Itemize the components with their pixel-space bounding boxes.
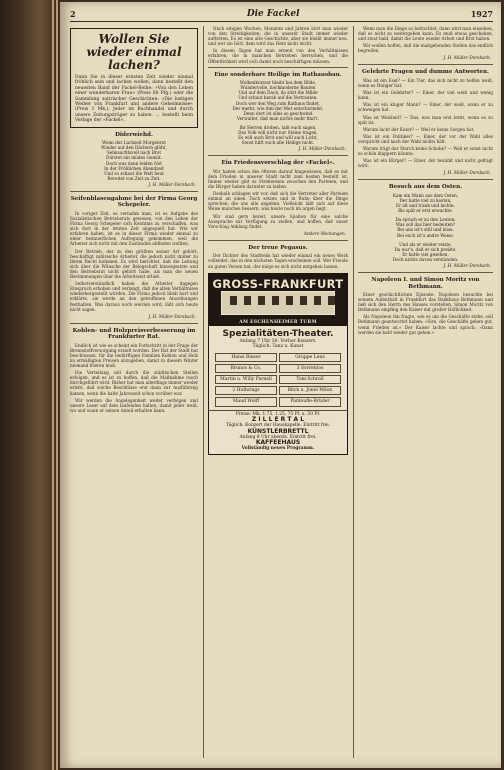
ad-act: Maud Wolff (215, 397, 277, 406)
poem-line: Doch nichts davon verstanden. (392, 256, 459, 262)
ad-prices: Preise: Mk. 1.75, 1.25, 75 Pf. u. 50 Pf. (235, 411, 321, 417)
header-rule (70, 21, 493, 22)
poem-line: Dürstet ein müdes Gemüt. (105, 155, 163, 161)
ad-footer-note: Vollständig neues Programm. (241, 446, 315, 452)
book-binding (0, 0, 58, 770)
ad-act-grid (209, 350, 347, 410)
poem-line: Wolkenkratzer bleibt bei dem Bilde, (239, 80, 317, 86)
poem-line: Verwaltet, daß man nichts mehr find't. (237, 115, 319, 121)
promo-text: Dann Sie in dieser ernsten Zeit wieder einmal fröhlich sein und lachen wollen, dann bestellt den neuesten Band der Fackel-Reihe: »Von den Leben einer wunderbaren Frau« (Preis 60 Pfg.) oder die Sammlung satirischer Geschichten: »Die lustigen Weiber von Frankfurt und andere Geheimnisse« (Preis 1 Mk.). Jeder im Buchhandel und durch unsere Zeitungsträger zu haben. ... bestellt beim Verlage der »Fackel«. (75, 75, 193, 124)
article-title: Ein Friedensvorschlag der »Fackel«. (221, 160, 335, 167)
poem-line: Und als er wieder reiste, (399, 241, 452, 247)
column-divider (353, 26, 354, 758)
column-middle (208, 26, 348, 760)
poem-line: Der merkt, wie ihm der Mut entschwindet, (232, 105, 324, 111)
article-paragraph: Als Napoleon ihn fragte, wie es um die Geschäfte stehe, soll Bethmann geantwortet haben: »Sire, die Geschäfte gehen gut, wenn Frieden ist.« Der Kaiser lachte und sprach: »Dann werden sie bald wieder gut gehen.« (358, 314, 493, 335)
article-signature: Andere Meinungen. (303, 230, 346, 236)
section-rule (358, 272, 493, 273)
poem-signature: J. H. Müller-Dorsbach. (298, 146, 346, 152)
poem-line: Da sprach er zu den Leuten: (395, 217, 456, 223)
section-rule (208, 240, 348, 241)
article-body (70, 343, 198, 413)
article-title: Napoleon I. und Simon Moritz von Bethmann. (371, 277, 480, 290)
poem-verse (208, 80, 348, 145)
ad-cafe-name: KAFFEEHAUS (255, 439, 301, 447)
poem-verse (358, 193, 493, 262)
poem-line: Doch wer den Weg zum Rathaus findet, (236, 100, 320, 106)
article-paragraph: In diesen Tagen hat man erneut von den Verhältnissen erfahren, die in manchen Betrieben herrschen, und die Öffentlichkeit wird sich damit noch beschäftigen müssen. (208, 48, 348, 64)
poem-line: Kam ein Mann aus dem Osten, (392, 192, 459, 198)
article-paragraph: Was ist ein Esel? — Ein Tier, das sich nicht zu helfen weiß, wenn es Hunger hat. (358, 77, 493, 89)
poem-line: Bei uns ist's still und leise, (397, 227, 454, 233)
poem-line: Das Volk will nicht nur Steine tragen, (238, 130, 318, 135)
article-paragraph: In voriger Zeit, so vernahm man, ist es Aufgabe des Sozialistischen Betriebsrats gewesen, von den Leben der Firma Georg Schepeler sich Kenntnis zu verschaffen, was sich dort in der letzten Zeit abgespielt hat. Wie wir erfahren haben, ist es in dieser Firma wieder einmal zu einer bedauerlichen Aufregung gekommen, weil die Arbeiter sich nicht mit den Zuständen abfinden wollten. (70, 210, 198, 247)
section-rule (208, 67, 348, 68)
poem-title: Eine sonderbare Heilige im Rathausbau. (214, 71, 342, 78)
article-paragraph: Einer geschichtlichen Episode: Napoleon besuchte bei seinem Aufenthalt in Frankfurt das Bankhaus Bethmann und ließ sich den Herrn des Hauses vorstellen. Simon Moritz von Bethmann empfing den Kaiser mit großer Höflichkeit. (358, 292, 493, 313)
article-paragraph: Was ist ein Gelehrter? — Einer, der viel weiß und wenig kann. (358, 90, 493, 101)
poem-title: Besuch aus dem Osten. (388, 184, 463, 191)
article-body (208, 26, 348, 64)
poem-line: Er hatte viel gesehen, (402, 251, 449, 257)
article-paragraph: Was ist ein kluger Mann? — Einer, der weiß, wann er zu schweigen hat. (358, 102, 493, 113)
article-paragraph: Was ist ein Bürger? — Einer, der bezahlt und nicht gefragt wird. (358, 158, 493, 169)
article-paragraph: Wir wollen hoffen, daß die maßgebenden Stellen das endlich begreifen. (358, 43, 493, 54)
article-body (208, 169, 348, 229)
article-title: Gelehrte Fragen und dumme Antworten. (361, 69, 489, 76)
article-paragraph: Der Dichter des Stadtteils hat wieder einmal ein neues Werk vollendet, das in den nächsten Tagen erscheinen soll. Wer Freude an guten Versen hat, der möge es sich nicht entgehen lassen. (208, 253, 348, 269)
poem-line: Denn dort ist alles so geschwind (243, 110, 313, 116)
article-body (358, 292, 493, 335)
article-paragraph: Wir werden die Angelegenheit weiter verfolgen und unsere Leser auf dem laufenden halten, damit jeder weiß, wo und wann er seinen Anteil erhalten kann. (70, 397, 198, 413)
ad-footer (209, 410, 347, 454)
poem-line: Und schaut herab auf die Vertrauten. (238, 95, 318, 101)
poem-line: Bei euch ist's andre Weise. (397, 232, 454, 238)
article-paragraph: Der Betrieb, der zu den größten seiner Art gehört, beschäftigt zahlreiche Arbeiter, die jedoch nicht immer zu ihrem Recht kommen. Es wird berichtet, daß die Leitung sich über die Wünsche der Belegschaft hinwegsetzte und den Betriebsrat nicht gehört habe, als man die neuen Bestimmungen über die Arbeitszeit erließ. (70, 248, 198, 280)
ad-act: 2 Hollwings (215, 386, 277, 395)
ad-act: 3 Sorrentos (279, 364, 341, 373)
masthead-title: Die Fackel (246, 9, 300, 19)
ad-showtime: Anfang 7 Uhr 30. Vorher Konzert. (239, 338, 317, 344)
column-divider (203, 26, 204, 758)
article-signature: J. H. Müller-Dorsbach. (443, 170, 491, 176)
ad-heading: Spezialitäten-Theater. (222, 328, 334, 339)
section-rule (70, 191, 198, 192)
article-paragraph: Was ist Weisheit? — Das, was man erst lernt, wenn es zu spät ist. (358, 114, 493, 125)
ad-act: Gruppe Lenz (279, 353, 341, 362)
ad-act: Martin u. Willy Parnell (215, 375, 277, 384)
ad-bar2-name: KÜNSTLERBRETTL (247, 427, 309, 435)
article-body (208, 253, 348, 268)
article-signature: J. H. Müller-Dorsbach. (443, 55, 491, 61)
ad-title: GROSS-FRANKFURT (212, 276, 344, 291)
article-title: Seifenblasengahme bei der Firma Georg Schepeler. (70, 195, 198, 209)
poem-line: Sehnsuchtsvoll nach Brot (106, 150, 162, 156)
article-paragraph: Selbstverständlich haben die Arbeiter dagegen Einspruch erhoben und verlangt, daß die alten Verhältnisse wiederhergestellt würden. Die Firma jedoch blieb hart und erklärte, sie werde an den getroffenen Anordnungen festhalten. Was daraus noch werden wird, läßt sich heute nicht sagen. (70, 281, 198, 312)
article-paragraph: Wir sind gern bereit, unsere Spalten für eine solche Aussprache zur Verfügung zu stellen, und hoffen, daß unser Vorschlag Anklang findet. (208, 213, 348, 229)
section-rule (70, 323, 198, 324)
ad-banner (209, 274, 347, 326)
poem-line: Und auf dem Dach, da sitzt die Milde (238, 90, 318, 96)
ad-bar-name: Z I L L E R T A L (251, 415, 305, 423)
column-right (358, 26, 493, 760)
article-paragraph: Die Verteilung soll durch die städtischen Stellen erfolgen, und es ist zu hoffen, daß die Maßnahme rasch durchgeführt wird. Bisher hat man allerdings immer wieder erlebt, daß solche Beschlüsse erst dann zur Ausführung kamen, wenn die kalte Jahreszeit schon vorüber war. (70, 370, 198, 396)
poem-line: Wenn der Lachzeit Morgenrot (102, 140, 166, 146)
lachen-promo-box (70, 28, 198, 128)
ad-act: Blick u. Jonel Milon (279, 386, 341, 395)
poem-line: Bis spät er erst erwachte. (398, 208, 453, 214)
ad-bar2-text: Anfang 8 Uhr abends. Eintritt frei. (239, 434, 317, 440)
theater-advertisement (208, 273, 348, 455)
article-paragraph: Was ist ein Politiker? — Einer, der vor der Wahl alles verspricht und nach der Wahl nichts hält. (358, 133, 493, 144)
promo-headline: Wollen Sie wieder einmal lachen? (86, 32, 182, 72)
poem-line: In der Fröhlichen Abendzeit (104, 165, 164, 171)
newspaper-page (60, 2, 501, 768)
article-paragraph: Warum trägt der Storch keine Schuhe? — Weil er sonst nicht so schön klappern könnte. (358, 146, 493, 157)
poem-signature: J. H. Müller-Dorsbach. (443, 263, 491, 268)
poem-signature: J. H. Müller-Dorsbach. (148, 181, 196, 187)
article-paragraph: Deshalb schlagen wir vor, daß sich die Vertreter aller Parteien einmal an einen Tisch setzen und in Ruhe über die Dinge sprechen, die uns alle angehen. Vielleicht läßt sich auf diese Weise manches bessern, was heute noch im argen liegt. (208, 191, 348, 212)
article-paragraph: Nach einigen Wochen, Monaten und Jahren hört man wieder von den Streitigkeiten, die in unserer Stadt immer wieder auftreten. Es ist eine alte Geschichte, aber sie bleibt immer neu, und wer sie hört, dem wird das Herz nicht leicht. (208, 26, 348, 47)
article-body (358, 78, 493, 168)
page-number: 2 (70, 9, 76, 19)
article-title: Der treue Pegasus. (248, 244, 308, 251)
section-rule (208, 155, 348, 156)
article-title: Kohlen- und Holzpreisverbesserung im Frankfurter Rat. (72, 327, 196, 341)
article-paragraph: Wenn man die Dinge so betrachtet, dann wird man einsehen, daß es nicht so weitergehen kann. Es muß etwas geschehen, und zwar bald, damit die Leute wieder Arbeit und Brot haben. (358, 26, 493, 42)
poem-line: Ihr Herren droben, laßt euch sagen, (239, 124, 317, 130)
poem-line: Er aß und trank und lachte, (396, 203, 455, 209)
article-body (70, 211, 198, 312)
poem-title: Diderwiehd. (115, 131, 153, 138)
ad-bar-text: Täglich: Konzert der Hauskapelle. Eintritt frei. (225, 423, 331, 429)
ad-act: Pantoufle-Brüder (279, 397, 341, 406)
poem-line: Sonst hilft euch alle Heilige nicht. (241, 140, 315, 146)
ad-act: Hansi Rieser (215, 353, 277, 362)
section-rule (358, 179, 493, 180)
article-body (358, 26, 493, 53)
poem-line: Doch was dann leiden Not (106, 160, 162, 166)
poem-line: Da war's, daß er sich preiste, (394, 246, 457, 252)
poem-line: Bereitet von Zeit zu Zeit. (107, 175, 161, 181)
page-header (70, 8, 493, 20)
poem-line: Es will auch Brot und will auch Licht, (238, 135, 318, 141)
article-paragraph: Warum lacht der Kater? — Weil er keine Sorgen hat. (363, 126, 475, 132)
ad-subtitle: AM ESCHENHEIMER TURM (239, 319, 317, 325)
ad-act: Brunos & Co. (215, 364, 277, 373)
poem-line: Was soll das hier bedeuten? (395, 222, 456, 228)
article-paragraph: Wir haben schon des öfteren darauf hingewiesen, daß es mit dem Frieden in unserer Stadt nicht zum besten bestellt ist. Immer wieder gibt es Streitereien zwischen den Parteien, und die Bürger haben darunter zu leiden. (208, 168, 348, 190)
page-year: 1927 (470, 9, 493, 19)
ad-act: Tom Schroll (279, 375, 341, 384)
section-rule (358, 64, 493, 65)
ad-program-note: Täglich: Tanz u. Kunst (252, 344, 304, 350)
column-left (70, 26, 198, 760)
poem-line: Wundervolle, hochmoderne Bauten (240, 85, 316, 91)
poem-line: Wieder auf den Dächern glüht, (101, 145, 167, 151)
poem-line: Der hatte viel zu kosten, (399, 197, 452, 203)
poem-verse (70, 140, 198, 181)
article-paragraph: Endlich ist wie es scheint ein Fortschritt in der Frage der Brennstoffversorgung erzielt worden. Der Rat der Stadt hat beschlossen, für die bedürftigen Familien Kohlen und Holz zu ermäßigten Preisen abzugeben, damit in diesem Winter niemand frieren muß. (70, 342, 198, 369)
article-signature: J. H. Müller-Dorsbach. (148, 313, 196, 319)
poem-line: Und so schaut die Welt heut (104, 170, 164, 176)
building-illustration (221, 291, 335, 315)
